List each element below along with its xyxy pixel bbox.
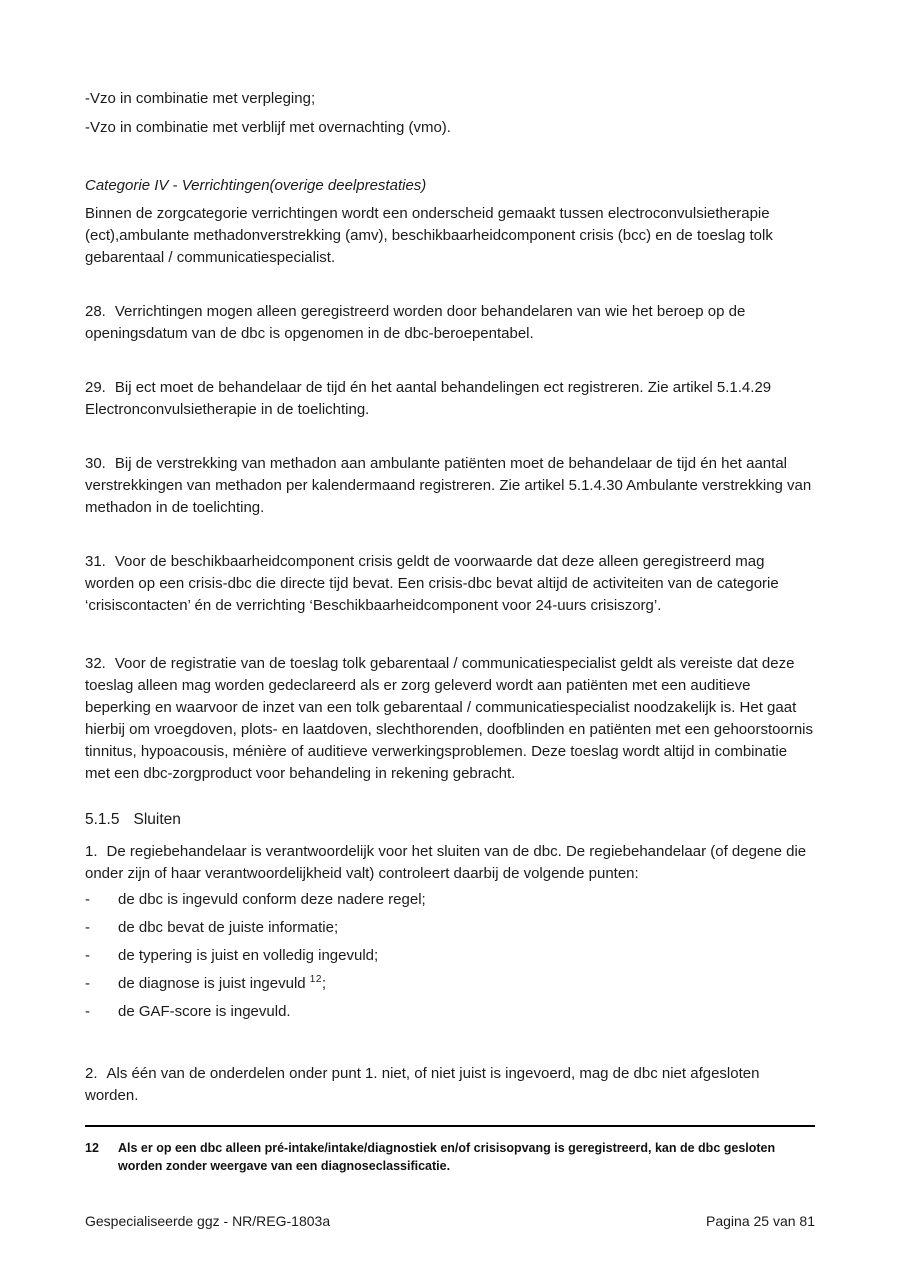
footnote-ref: 12	[309, 974, 322, 985]
section-heading-title: Sluiten	[133, 811, 181, 828]
item-text: Voor de beschikbaarheidcomponent crisis geldt de voorwaarde dat deze alleen geregistreerd mag worden op een crisis-dbc die directe tijd bevat. Een crisis-dbc bevat altijd de activiteiten van de categorie ‘crisiscontacten’ én de verrichting ‘Beschikbaarheidcomponent voor 24-uurs crisiszorg’.	[85, 553, 779, 614]
footer-document-title: Gespecialiseerde ggz - NR/REG-1803a	[85, 1213, 331, 1229]
item-number: 32.	[85, 655, 106, 672]
numbered-item-28	[85, 301, 815, 345]
item-number: 31.	[85, 553, 106, 570]
bullet-text-main: de GAF-score is ingevuld.	[118, 1003, 291, 1020]
bullet-dash: -	[85, 1003, 90, 1020]
list-item	[85, 945, 815, 967]
numbered-item-29	[85, 377, 815, 421]
bullet-text-tail: ;	[321, 975, 327, 992]
footnote-text: Als er op een dbc alleen pré-intake/intake/diagnostiek en/of crisisopvang is geregistreerd, kan de dbc gesloten worden zonder weergave van een diagnoseclassificatie.	[118, 1141, 776, 1173]
bullet-text-main: de dbc bevat de juiste informatie;	[118, 919, 339, 936]
intro-line-1: -Vzo in combinatie met verpleging;	[85, 90, 316, 107]
checklist	[85, 889, 815, 1023]
footer-page-number: Pagina 25 van 81	[706, 1213, 815, 1229]
bullet-dash: -	[85, 919, 90, 936]
item-text: Als één van de onderdelen onder punt 1. niet, of niet juist is ingevoerd, mag de dbc niet afgesloten worden.	[85, 1065, 760, 1104]
bullet-text	[118, 945, 378, 967]
intro-line-2: -Vzo in combinatie met verblijf met overnachting (vmo).	[85, 119, 451, 136]
list-item	[85, 973, 815, 995]
section-heading-5-1-5	[85, 809, 815, 831]
list-item	[85, 917, 815, 939]
item-text: Verrichtingen mogen alleen geregistreerd worden door behandelaren van wie het beroep op de openingsdatum van de dbc is opgenomen in de dbc-beroepentabel.	[85, 303, 746, 342]
item-text: Bij de verstrekking van methadon aan ambulante patiënten moet de behandelaar de tijd én het aantal verstrekkingen van methadon per kalendermaand registreren. Zie artikel 5.1.4.30 Ambulante verstrekking van methadon in de toelichting.	[85, 455, 812, 516]
section-heading-number: 5.1.5	[85, 811, 120, 828]
list-item	[85, 889, 815, 911]
item-text: Voor de registratie van de toeslag tolk gebarentaal / communicatiespecialist geldt als vereiste dat deze toeslag alleen mag worden gedeclareerd als er zorg geleverd wordt aan patiënten met een auditieve beperking en waarvoor de inzet van een tolk gebarentaal / communicatiespecialist noodzakelijk is. Het gaat hierbij om vroegdoven, plots- en laatdoven, slechthorenden, doofblinden en patiënten met een gehoorstoornis tinnitus, hypoacousis, ménière of auditieve verwerkingsproblemen. Deze toeslag wordt altijd in combinatie met een dbc-zorgproduct voor behandeling in rekening gebracht.	[85, 655, 813, 782]
bullet-dash: -	[85, 947, 90, 964]
item-number: 29.	[85, 379, 106, 396]
bullet-text	[118, 889, 426, 911]
section-item-2	[85, 1063, 815, 1107]
category-paragraph: Binnen de zorgcategorie verrichtingen wordt een onderscheid gemaakt tussen electroconvulsietherapie (ect),ambulante methadonverstrekking (amv), beschikbaarheidcomponent crisis (bcc) en de toeslag tolk gebarentaal / communicatiespecialist.	[85, 205, 773, 266]
footnote	[85, 1140, 815, 1175]
footnote-divider	[85, 1125, 815, 1127]
bullet-text	[118, 917, 338, 939]
item-number: 2.	[85, 1065, 98, 1082]
bullet-text-main: de dbc is ingevuld conform deze nadere regel;	[118, 891, 426, 908]
item-number: 1.	[85, 843, 98, 860]
item-text: Bij ect moet de behandelaar de tijd én het aantal behandelingen ect registreren. Zie artikel 5.1.4.29 Electronconvulsietherapie in de toelichting.	[85, 379, 772, 418]
page-footer	[85, 1212, 815, 1231]
bullet-text	[118, 1001, 291, 1023]
numbered-item-30	[85, 453, 815, 519]
section-item-1	[85, 841, 815, 885]
item-number: 30.	[85, 455, 106, 472]
item-number: 28.	[85, 303, 106, 320]
bullet-dash: -	[85, 891, 90, 908]
bullet-text-main: de typering is juist en volledig ingevuld;	[118, 947, 379, 964]
numbered-item-31	[85, 551, 815, 617]
bullet-text	[118, 973, 326, 995]
footnote-number: 12	[85, 1141, 99, 1155]
bullet-dash: -	[85, 975, 90, 992]
item-text: De regiebehandelaar is verantwoordelijk voor het sluiten van de dbc. De regiebehandelaar (of degene die onder zijn of haar verantwoordelijkheid valt) controleert daarbij de volgende punten:	[85, 843, 807, 882]
category-heading: Categorie IV - Verrichtingen(overige deelprestaties)	[85, 177, 427, 194]
numbered-item-32	[85, 653, 815, 785]
bullet-text-main: de diagnose is juist ingevuld	[118, 975, 310, 992]
list-item	[85, 1001, 815, 1023]
